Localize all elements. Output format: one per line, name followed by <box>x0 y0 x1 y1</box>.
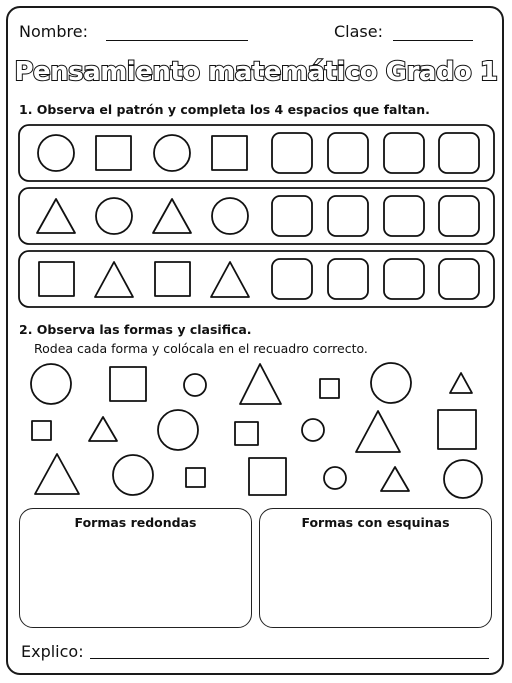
question-1-instruction: 1. Observa el patrón y completa los 4 espacios que faltan. <box>19 102 430 117</box>
name-write-line[interactable] <box>106 26 248 41</box>
explain-label: Explico: <box>21 642 84 661</box>
name-label: Nombre: <box>19 22 88 41</box>
round-shapes-box-label: Formas redondas <box>74 515 197 530</box>
class-label: Clase: <box>334 22 383 41</box>
explain-write-line[interactable] <box>90 658 489 659</box>
cornered-shapes-box-label: Formas con esquinas <box>301 515 450 530</box>
page-title-text: Pensamiento matemático Grado 1 <box>14 57 498 87</box>
class-write-line[interactable] <box>393 26 473 41</box>
page-title <box>0 49 512 91</box>
name-field <box>19 22 248 41</box>
class-field <box>334 22 473 41</box>
round-shapes-box[interactable] <box>19 508 252 628</box>
question-2-subinstruction: Rodea cada forma y colócala en el recuadro correcto. <box>34 341 368 356</box>
question-2-instruction: 2. Observa las formas y clasifica. <box>19 322 252 337</box>
cornered-shapes-box[interactable] <box>259 508 492 628</box>
